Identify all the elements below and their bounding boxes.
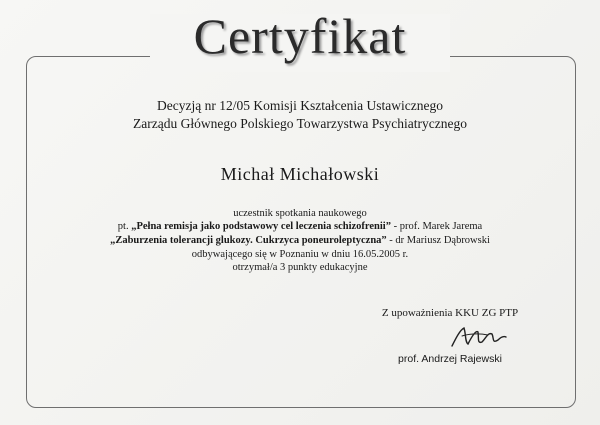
points-line: otrzymał/a 3 punkty edukacyjne [232,262,368,273]
topic-1-speaker: - prof. Marek Jarema [390,221,483,232]
decision-line-1: Decyzją nr 12/05 Komisji Kształcenia Ustawicznego [156,98,444,113]
certificate-title: Certyfikat [193,8,407,64]
participant-line: uczestnik spotkania naukowego [233,208,367,219]
handwritten-signature [448,322,508,352]
venue-line: odbywającego się w Poznaniu w dniu 16.05.2005 r. [191,249,409,260]
signer-name: prof. Andrzej Rajewski [398,353,502,365]
recipient-name: Michał Michałowski [220,164,380,184]
topic-1-prefix: pt. [117,221,132,232]
topic-line-1 [0,220,600,233]
topic-line-2 [0,234,600,247]
topic-2-speaker: - dr Mariusz Dąbrowski [386,235,490,246]
authority-line: Z upoważnienia KKU ZG PTP [381,307,519,319]
topic-2-title: „Zaburzenia tolerancji glukozy. Cukrzyca poneuroleptyczna” [110,235,387,246]
topic-1-title: „Pełna remisja jako podstawowy cel leczenia schizofrenii” [131,221,391,232]
decision-line-2: Zarządu Głównego Polskiego Towarzystwa Psychiatrycznego [133,116,467,131]
